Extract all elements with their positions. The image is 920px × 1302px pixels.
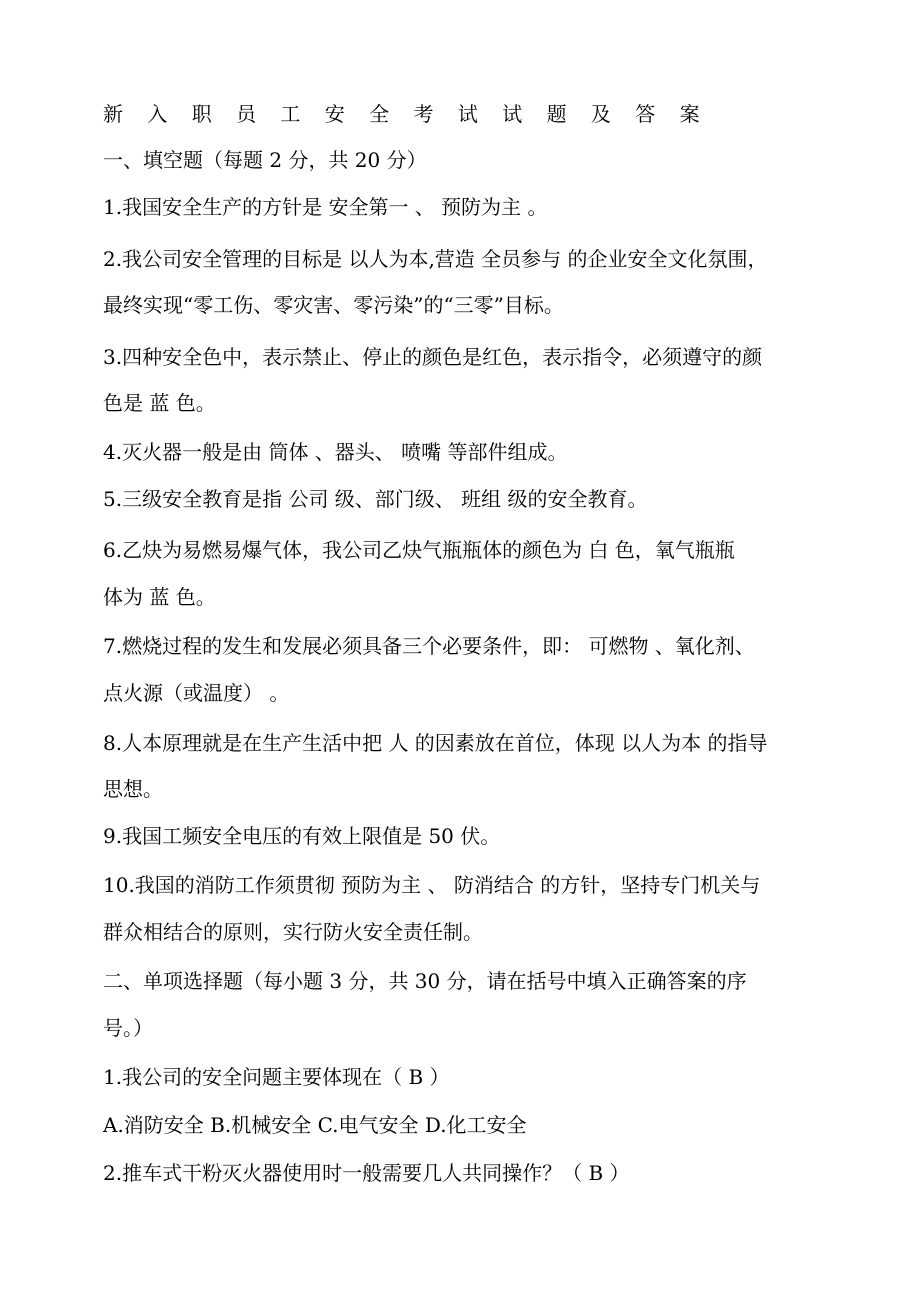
question-line: 1.我公司的安全问题主要体现在（ B ） bbox=[103, 1065, 450, 1089]
question-line: 体为 蓝 色。 bbox=[103, 585, 216, 609]
question-line: 6.乙炔为易燃易爆气体，我公司乙炔气瓶瓶体的颜色为 白 色，氧气瓶瓶 bbox=[103, 538, 735, 562]
question-line: 8.人本原理就是在生产生活中把 人 的因素放在首位，体现 以人为本 的指导 bbox=[103, 731, 768, 755]
document-title: 新 入 职 员 工 安 全 考 试 试 题 及 答 案 bbox=[103, 102, 709, 126]
question-line: 4.灭火器一般是由 筒体 、器头、 喷嘴 等部件组成。 bbox=[103, 440, 568, 464]
answer-options: A.消防安全 B.机械安全 C.电气安全 D.化工安全 bbox=[103, 1113, 527, 1137]
question-line: 9.我国工频安全电压的有效上限值是 50 伏。 bbox=[103, 824, 501, 848]
question-line: 2.我公司安全管理的目标是 以人为本,营造 全员参与 的企业安全文化氛围， bbox=[103, 247, 768, 271]
question-line: 最终实现“零工伤、零灾害、零污染”的“三零”目标。 bbox=[103, 293, 564, 317]
question-line: 思想。 bbox=[103, 777, 163, 801]
section-heading-fill-in: 一、填空题（每题 2 分，共 20 分） bbox=[103, 148, 427, 172]
question-line: 10.我国的消防工作须贯彻 预防为主 、 防消结合 的方针，坚持专门机关与 bbox=[103, 873, 761, 897]
question-line: 2.推车式干粉灭火器使用时一般需要几人共同操作？（ B ） bbox=[103, 1161, 630, 1185]
question-line: 点火源（或温度） 。 bbox=[103, 681, 290, 705]
question-line: 群众相结合的原则，实行防火安全责任制。 bbox=[103, 920, 483, 944]
question-line: 1.我国安全生产的方针是 安全第一 、 预防为主 。 bbox=[103, 195, 548, 219]
question-line: 色是 蓝 色。 bbox=[103, 391, 216, 415]
question-line: 7.燃烧过程的发生和发展必须具备三个必要条件，即： 可燃物 、氧化剂、 bbox=[103, 634, 755, 658]
section-heading-single-choice: 二、单项选择题（每小题 3 分，共 30 分，请在括号中填入正确答案的序 bbox=[103, 969, 747, 993]
question-line: 号。） bbox=[103, 1016, 153, 1040]
question-line: 3.四种安全色中，表示禁止、停止的颜色是红色，表示指令，必须遵守的颜 bbox=[103, 345, 763, 369]
question-line: 5.三级安全教育是指 公司 级、部门级、 班组 级的安全教育。 bbox=[103, 487, 648, 511]
